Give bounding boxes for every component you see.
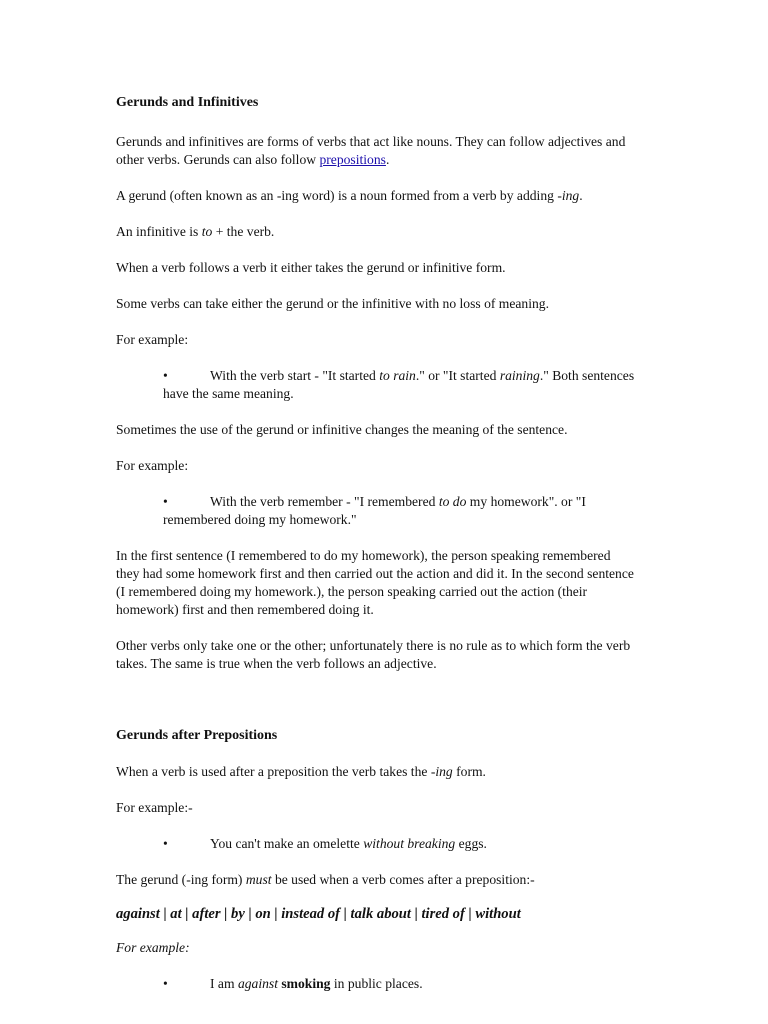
ing-emphasis: -ing: [557, 188, 580, 203]
gerund-def-end: .: [579, 188, 583, 203]
infinitive-def-end: + the verb.: [212, 224, 275, 239]
document-page: [116, 94, 636, 993]
infinitive-def-text: An infinitive is: [116, 224, 202, 239]
for-example-label-4: For example:: [116, 940, 190, 955]
meaning-changes-paragraph: Sometimes the use of the gerund or infinitive changes the meaning of the sentence.: [116, 422, 568, 437]
prep-rule-end: form.: [452, 764, 486, 779]
bullet-text: [163, 835, 636, 853]
bullet3-text-a: You can't make an omelette: [210, 836, 364, 851]
bullet2-text-a: With the verb remember - "I remembered: [210, 494, 439, 509]
gerund-definition: [116, 187, 636, 205]
bullet1-em-a: to rain: [379, 368, 416, 383]
bullet1-text-c: ." Both sentences have the same meaning.: [163, 368, 635, 401]
bullet-marker: •: [163, 976, 168, 991]
intro-paragraph: [116, 133, 636, 169]
intro-text: Gerunds and infinitives are forms of verbs that act like nouns. They can follow adjectives and other verbs. Gerunds can also follow: [116, 134, 626, 167]
for-example-label-2: For example:: [116, 458, 189, 473]
bullet2-text-b: my homework". or "I remembered doing my homework.": [163, 494, 586, 527]
bullet4-text-a: I am: [210, 976, 238, 991]
bullet1-em-b: raining: [499, 368, 540, 383]
prep-rule-text: When a verb is used after a preposition the verb takes the: [116, 764, 431, 779]
bullet2-em: to do: [438, 494, 467, 509]
either-form-paragraph: Some verbs can take either the gerund or the infinitive with no loss of meaning.: [116, 296, 550, 311]
section-heading: Gerunds after Prepositions: [116, 728, 278, 743]
verb-follows-paragraph: When a verb follows a verb it either takes the gerund or infinitive form.: [116, 260, 506, 275]
list-item: [116, 367, 636, 403]
bullet4-em: against: [237, 976, 278, 991]
prepositions-link[interactable]: prepositions: [319, 152, 386, 167]
intro-period: .: [385, 152, 390, 167]
bullet-text: [163, 367, 636, 403]
bullet4-strong: smoking: [281, 976, 331, 991]
must-emphasis: must: [245, 872, 272, 887]
list-item: [116, 975, 636, 993]
bullet-marker: •: [163, 836, 168, 851]
list-item: [116, 493, 636, 529]
for-example-label: For example:: [116, 332, 189, 347]
explanation-paragraph: In the first sentence (I remembered to do my homework), the person speaking remembered they had some homework first and then carried out the action and did it. In the second sentence (I remembered doing my homework.), the person speaking carried out the action (their homework) first and then remembered doing it.: [116, 548, 634, 617]
infinitive-definition: [116, 223, 636, 241]
page-title: Gerunds and Infinitives: [116, 95, 259, 110]
for-example-label-3: For example:-: [116, 800, 193, 815]
to-emphasis: to: [201, 224, 213, 239]
bullet3-text-b: eggs.: [455, 836, 487, 851]
other-verbs-paragraph: Other verbs only take one or the other; unfortunately there is no rule as to which form the verb takes. The same is true when the verb follows an adjective.: [116, 638, 631, 671]
bullet-marker: •: [163, 368, 168, 383]
list-item: [116, 835, 636, 853]
bullet-text: [163, 493, 636, 529]
bullet4-text-b: in public places.: [330, 976, 423, 991]
bullet1-text-b: ." or "It started: [415, 368, 500, 383]
bullet3-em: without breaking: [363, 836, 456, 851]
bullet-marker: •: [163, 494, 168, 509]
gerund-def-text: A gerund (often known as an -ing word) is a noun formed from a verb by adding: [116, 188, 558, 203]
must-text-a: The gerund (-ing form): [116, 872, 246, 887]
preposition-rule-paragraph: [116, 763, 636, 781]
must-text-b: be used when a verb comes after a preposition:-: [271, 872, 535, 887]
preposition-list: against | at | after | by | on | instead of | talk about | tired of | without: [116, 906, 521, 922]
prep-ing-emphasis: -ing: [430, 764, 453, 779]
bullet-text: [163, 975, 636, 993]
must-use-paragraph: [116, 871, 636, 889]
bullet1-text-a: With the verb start - "It started: [210, 368, 380, 383]
